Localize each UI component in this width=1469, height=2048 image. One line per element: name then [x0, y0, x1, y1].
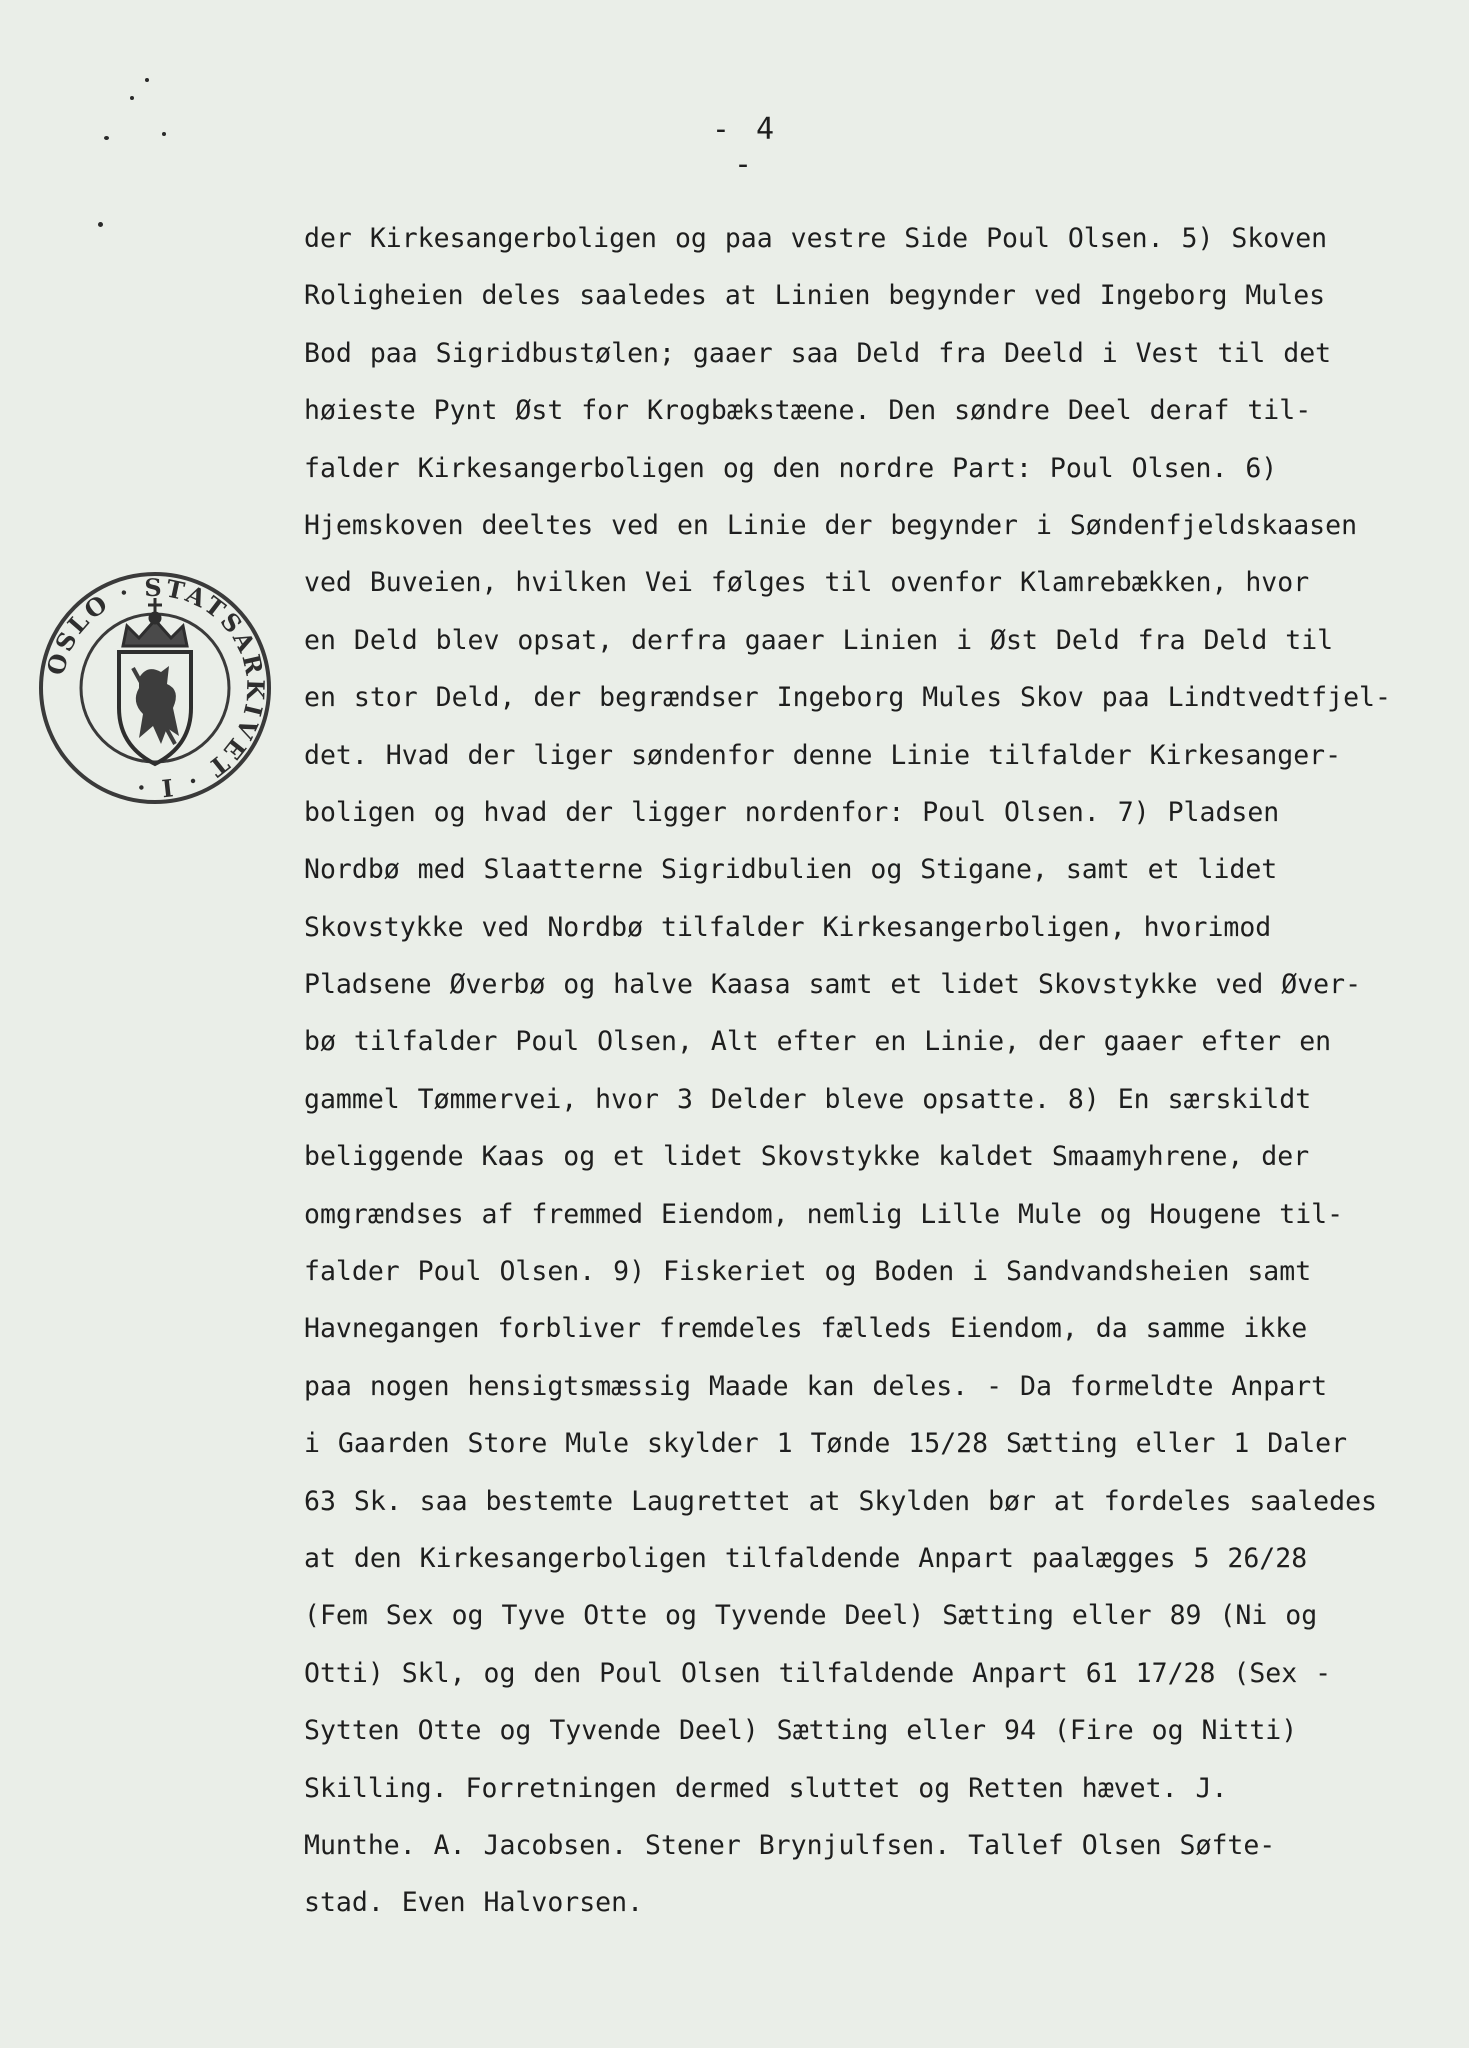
text-line: ved Buveien, hvilken Vei følges til ovenfor Klamrebækken, hvor [304, 567, 1310, 599]
text-line: Skovstykke ved Nordbø tilfalder Kirkesangerboligen, hvorimod [304, 911, 1272, 943]
document-body [304, 210, 1454, 1932]
text-line: Pladsene Øverbø og halve Kaasa samt et lidet Skovstykke ved Øver- [304, 969, 1362, 1001]
shield-icon [119, 652, 191, 764]
text-line: falder Kirkesangerboligen og den nordre Part: Poul Olsen. 6) [304, 452, 1278, 484]
text-line: Otti) Skl, og den Poul Olsen tilfaldende Anpart 61 17/28 (Sex - [304, 1657, 1332, 1689]
text-line: Nordbø med Slaatterne Sigridbulien og Stigane, samt et lidet [304, 854, 1278, 886]
text-line: falder Poul Olsen. 9) Fiskeriet og Boden i Sandvandsheien samt [304, 1256, 1312, 1288]
archive-stamp [35, 568, 275, 808]
text-line: Hjemskoven deeltes ved en Linie der begynder i Søndenfjeldskaasen [304, 509, 1358, 541]
text-line: der Kirkesangerboligen og paa vestre Side Poul Olsen. 5) Skoven [304, 223, 1328, 254]
text-line: omgrændses af fremmed Eiendom, nemlig Lille Mule og Hougene til- [304, 1198, 1344, 1230]
text-line: 63 Sk. saa bestemte Laugrettet at Skylden bør at fordeles saaledes [304, 1485, 1377, 1517]
crown-icon [123, 598, 187, 646]
text-line: at den Kirkesangerboligen tilfaldende Anpart paalægges 5 26/28 [304, 1542, 1308, 1574]
text-line: høieste Pynt Øst for Krogbækstæene. Den søndre Deel deraf til- [304, 395, 1312, 427]
text-line: gammel Tømmervei, hvor 3 Delder bleve opsatte. 8) En særskildt [304, 1083, 1312, 1115]
text-line: bø tilfalder Poul Olsen, Alt efter en Linie, der gaaer efter en [304, 1026, 1332, 1058]
text-line: i Gaarden Store Mule skylder 1 Tønde 15/28 Sætting eller 1 Daler [304, 1428, 1348, 1460]
text-line: paa nogen hensigtsmæssig Maade kan deles. - Da formeldte Anpart [304, 1370, 1328, 1402]
margin-speck [98, 222, 103, 227]
text-line: (Fem Sex og Tyve Otte og Tyvende Deel) Sætting eller 89 (Ni og [304, 1600, 1318, 1632]
text-line: det. Hvad der liger søndenfor denne Linie tilfalder Kirkesanger- [304, 739, 1342, 771]
text-line: en Deld blev opsat, derfra gaaer Linien i Øst Deld fra Deld til [304, 624, 1334, 656]
text-line: Munthe. A. Jacobsen. Stener Brynjulfsen. Tallef Olsen Søfte- [304, 1829, 1276, 1861]
text-line: Roligheien deles saaledes at Linien begynder ved Ingeborg Mules [304, 280, 1326, 312]
text-line: Sytten Otte og Tyvende Deel) Sætting eller 94 (Fire og Nitti) [304, 1715, 1298, 1747]
text-line: Skilling. Forretningen dermed sluttet og Retten hævet. J. [304, 1772, 1228, 1804]
text-line: en stor Deld, der begrændser Ingeborg Mules Skov paa Lindtvedtfjel- [304, 682, 1391, 714]
margin-speck [162, 132, 166, 136]
text-line: beliggende Kaas og et lidet Skovstykke kaldet Smaamyhrene, der [304, 1141, 1310, 1173]
svg-text:OSLO · STATSARKIVET · I ·: OSLO · STATSARKIVET · I · [40, 572, 271, 804]
text-line: stad. Even Halvorsen. [304, 1887, 644, 1919]
margin-speck [130, 96, 134, 100]
text-line: Bod paa Sigridbustølen; gaaer saa Deld fra Deeld i Vest til det [304, 337, 1332, 369]
margin-speck [145, 78, 149, 82]
page-number: - 4 - [711, 112, 779, 182]
text-line: boligen og hvad der ligger nordenfor: Poul Olsen. 7) Pladsen [304, 796, 1280, 828]
text-line: Havnegangen forbliver fremdeles fælleds Eiendom, da samme ikke [304, 1313, 1308, 1345]
margin-speck [104, 136, 109, 140]
